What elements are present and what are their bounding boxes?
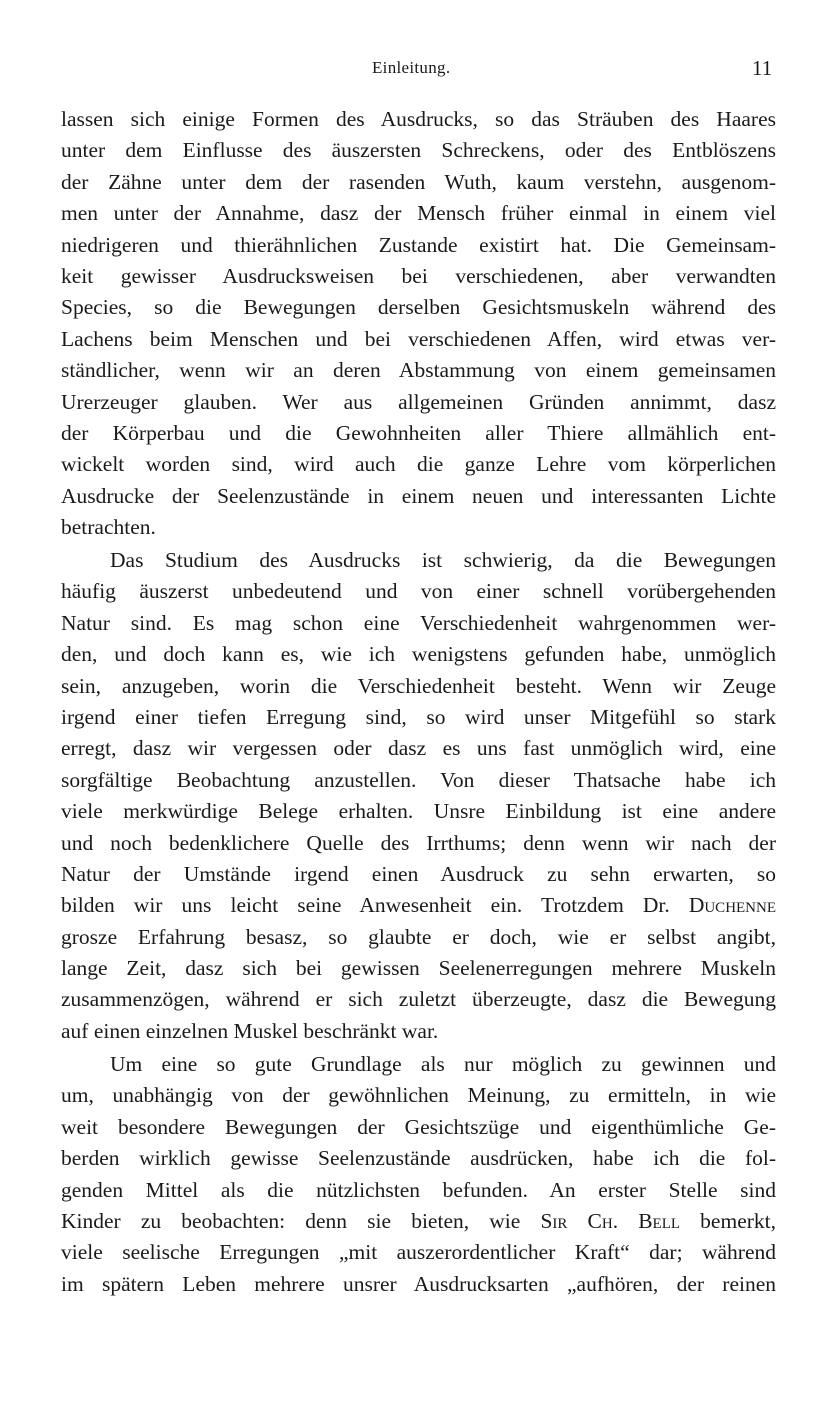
text-line: Um eine so gute Grundlage als nur möglich zu gewinnen und bbox=[110, 1052, 776, 1076]
text-line: men unter der Annahme, dasz der Mensch früher einmal in einem viel bbox=[61, 201, 776, 226]
paragraph bbox=[61, 104, 776, 543]
text-line: lassen sich einige Formen des Ausdrucks, so das Sträuben des Haares bbox=[61, 107, 776, 131]
text-line: viele merkwürdige Belege erhalten. Unsre Einbildung ist eine andere bbox=[61, 799, 776, 824]
text-line: lange Zeit, dasz sich bei gewissen Seelenerregungen mehrere Muskeln bbox=[61, 956, 776, 981]
text-line: keit gewisser Ausdrucksweisen bei verschiedenen, aber verwandten bbox=[61, 263, 776, 288]
text-line: der Zähne unter dem der rasenden Wuth, kaum verstehn, ausgenom- bbox=[61, 169, 776, 194]
paragraph bbox=[61, 1049, 776, 1300]
text-line: Lachens beim Menschen und bei verschiedenen Affen, wird etwas ver- bbox=[61, 326, 776, 351]
text-line: Ausdrucke der Seelenzustände in einem neuen und interessanten Lichte bbox=[61, 483, 776, 508]
text-line bbox=[61, 890, 776, 921]
text-line: um, unabhängig von der gewöhnlichen Meinung, zu ermitteln, in wie bbox=[61, 1083, 776, 1108]
text-line: der Körperbau und die Gewohnheiten aller Thiere allmählich ent- bbox=[61, 420, 776, 445]
text-line: Das Studium des Ausdrucks ist schwierig, da die Bewegungen bbox=[110, 548, 776, 572]
text-line: ständlicher, wenn wir an deren Abstammung von einem gemeinsamen bbox=[61, 358, 776, 383]
running-header: Einleitung. bbox=[372, 58, 451, 77]
text-line bbox=[61, 1206, 776, 1237]
text-line: Natur sind. Es mag schon eine Verschiedenheit wahrgenommen wer- bbox=[61, 610, 776, 635]
text-line: sein, anzugeben, worin die Verschiedenheit besteht. Wenn wir Zeuge bbox=[61, 673, 776, 698]
text-line: unter dem Einflusse des äuszersten Schreckens, oder des Entblöszens bbox=[61, 138, 776, 163]
text-line: zusammenzögen, während er sich zuletzt überzeugte, dasz die Bewegung bbox=[61, 987, 776, 1012]
text-line: Urerzeuger glauben. Wer aus allgemeinen Gründen annimmt, dasz bbox=[61, 389, 776, 414]
text-line: genden Mittel als die nützlichsten befunden. An erster Stelle sind bbox=[61, 1177, 776, 1202]
text-line: viele seelische Erregungen „mit auszerordentlicher Kraft“ dar; während bbox=[61, 1240, 776, 1265]
text-line: grosze Erfahrung besasz, so glaubte er doch, wie er selbst angibt, bbox=[61, 924, 776, 949]
text-line: berden wirklich gewisse Seelenzustände ausdrücken, habe ich die fol- bbox=[61, 1146, 776, 1171]
text-segment: bilden wir uns leicht seine Anwesenheit ein. Trotzdem Dr. bbox=[61, 893, 670, 918]
paragraph bbox=[61, 545, 776, 1047]
text-line: betrachten. bbox=[61, 515, 156, 540]
author-name-bell: Sir Ch. Bell bbox=[540, 1208, 681, 1233]
text-line: niedrigeren und thierähnlichen Zustande existirt hat. Die Gemeinsam- bbox=[61, 232, 776, 257]
text-line: Natur der Umstände irgend einen Ausdruck zu sehn erwarten, so bbox=[61, 861, 776, 886]
page-number: 11 bbox=[752, 56, 773, 80]
text-line: weit besondere Bewegungen der Gesichtszüge und eigenthümliche Ge- bbox=[61, 1114, 776, 1139]
text-line: wickelt worden sind, wird auch die ganze Lehre vom körperlichen bbox=[61, 452, 776, 477]
text-line: häufig äuszerst unbedeutend und von einer schnell vorübergehenden bbox=[61, 579, 776, 604]
text-line: auf einen einzelnen Muskel beschränkt war. bbox=[61, 1018, 439, 1043]
text-line: und noch bedenklichere Quelle des Irrthums; denn wenn wir nach der bbox=[61, 830, 776, 855]
author-name-duchenne: Duchenne bbox=[688, 893, 777, 918]
text-line: den, und doch kann es, wie ich wenigstens gefunden habe, unmöglich bbox=[61, 642, 776, 667]
text-segment: Kinder zu beobachten: denn sie bieten, wie bbox=[61, 1208, 521, 1233]
text-line: Species, so die Bewegungen derselben Gesichtsmuskeln während des bbox=[61, 295, 776, 320]
text-segment: bemerkt, bbox=[680, 1208, 776, 1233]
text-line: im spätern Leben mehrere unsrer Ausdrucksarten „aufhören, der reinen bbox=[61, 1271, 776, 1296]
text-line: irgend einer tiefen Erregung sind, so wird unser Mitgefühl so stark bbox=[61, 704, 776, 729]
text-line: erregt, dasz wir vergessen oder dasz es uns fast unmöglich wird, eine bbox=[61, 736, 776, 761]
text-line: sorgfältige Beobachtung anzustellen. Von dieser Thatsache habe ich bbox=[61, 767, 776, 792]
